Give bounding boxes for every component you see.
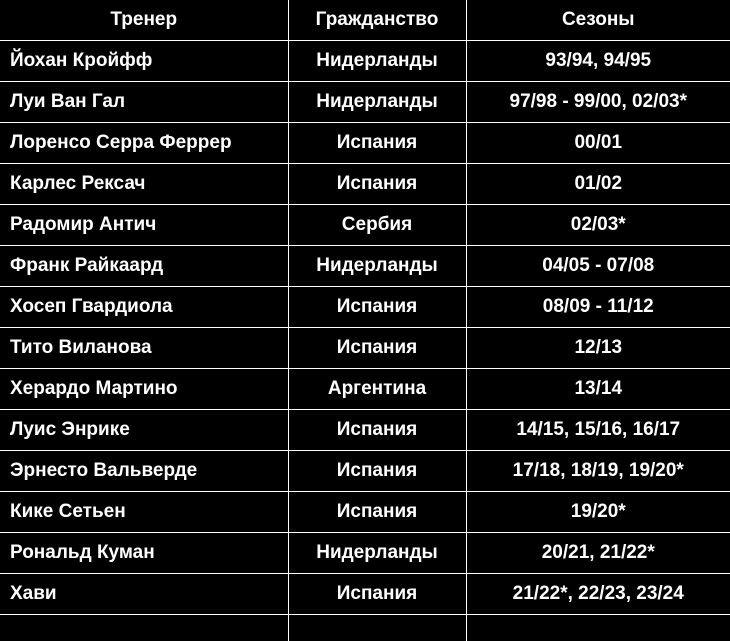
cell-coach-name: Херардо Мартино [0,369,288,410]
cell-seasons: 12/13 [466,328,730,369]
cell-nationality: Испания [288,328,466,369]
table-row [0,574,730,615]
cell-coach-name: Радомир Антич [0,205,288,246]
cell-nationality: Испания [288,410,466,451]
cell-nationality-empty [288,615,466,641]
table-row [0,82,730,123]
table-header [0,0,730,41]
cell-seasons: 21/22*, 22/23, 23/24 [466,574,730,615]
cell-nationality: Испания [288,123,466,164]
cell-nationality: Испания [288,574,466,615]
table-row [0,246,730,287]
cell-coach-name: Франк Райкаард [0,246,288,287]
cell-coach-name: Лоренсо Серра Феррер [0,123,288,164]
column-header-nationality [288,0,466,41]
table-row [0,41,730,82]
table-row [0,410,730,451]
cell-coach-name: Эрнесто Вальверде [0,451,288,492]
table-row [0,369,730,410]
cell-seasons: 97/98 - 99/00, 02/03* [466,82,730,123]
cell-seasons-empty [466,615,730,641]
cell-seasons: 02/03* [466,205,730,246]
cell-seasons: 14/15, 15/16, 16/17 [466,410,730,451]
cell-nationality: Нидерланды [288,41,466,82]
column-header-nationality-label: Гражданство [289,10,466,31]
cell-coach-name: Кике Сетьен [0,492,288,533]
table-row [0,205,730,246]
cell-coach-name: Луи Ван Гал [0,82,288,123]
column-header-seasons [466,0,730,41]
cell-nationality: Нидерланды [288,533,466,574]
cell-coach-name: Хави [0,574,288,615]
cell-coach-name: Луис Энрике [0,410,288,451]
cell-nationality: Испания [288,164,466,205]
cell-seasons: 19/20* [466,492,730,533]
table-row [0,164,730,205]
table-row [0,123,730,164]
table-row [0,533,730,574]
cell-coach-name: Хосеп Гвардиола [0,287,288,328]
cell-seasons: 00/01 [466,123,730,164]
column-header-seasons-label: Сезоны [467,10,730,31]
cell-seasons: 04/05 - 07/08 [466,246,730,287]
cell-nationality: Нидерланды [288,82,466,123]
cell-nationality: Испания [288,451,466,492]
table-row [0,492,730,533]
cell-coach-name: Карлес Рексач [0,164,288,205]
cell-seasons: 20/21, 21/22* [466,533,730,574]
table-header-row [0,0,730,41]
cell-seasons: 17/18, 18/19, 19/20* [466,451,730,492]
cell-seasons: 08/09 - 11/12 [466,287,730,328]
cell-coach-name: Рональд Куман [0,533,288,574]
table-body [0,41,730,641]
column-header-name-label: Тренер [0,10,288,31]
cell-seasons: 01/02 [466,164,730,205]
table-row [0,287,730,328]
table-row [0,451,730,492]
cell-coach-name-empty [0,615,288,641]
cell-coach-name: Йохан Кройфф [0,41,288,82]
cell-coach-name: Тито Виланова [0,328,288,369]
cell-nationality: Сербия [288,205,466,246]
cell-nationality: Испания [288,287,466,328]
cell-seasons: 93/94, 94/95 [466,41,730,82]
cell-nationality: Аргентина [288,369,466,410]
cell-nationality: Испания [288,492,466,533]
column-header-name [0,0,288,41]
table-row [0,328,730,369]
table-row-empty [0,615,730,641]
cell-seasons: 13/14 [466,369,730,410]
cell-nationality: Нидерланды [288,246,466,287]
